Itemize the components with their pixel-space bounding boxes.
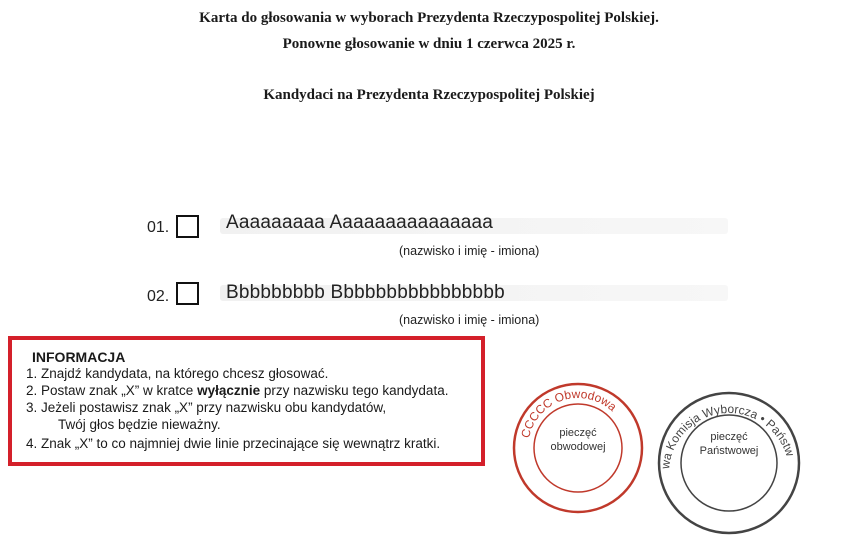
info-item-2-emphasis: wyłącznie xyxy=(197,383,261,398)
info-item-2 xyxy=(26,383,448,398)
vote-checkbox[interactable] xyxy=(176,282,199,305)
info-item-3-continued: Twój głos będzie nieważny. xyxy=(58,417,221,432)
stamp1-ring-text: CCCCC Obwodowa xyxy=(518,386,620,440)
candidate-number: 01. xyxy=(147,219,170,236)
ballot-subtitle: Ponowne głosowanie w dniu 1 czerwca 2025 r. xyxy=(282,36,576,52)
candidate-caption: (nazwisko i imię - imiona) xyxy=(399,313,540,327)
info-title: INFORMACJA xyxy=(32,349,126,365)
info-item-4: 4. Znak „X” to co najmniej dwie linie przecinające się wewnątrz kratki. xyxy=(26,436,441,451)
info-item-2-text: 2. Postaw znak „X” w kratce xyxy=(26,383,198,398)
stamp1-center-line2: obwodowej xyxy=(550,441,606,453)
candidate-caption: (nazwisko i imię - imiona) xyxy=(399,244,540,258)
stamp2-center-line1: pieczęć xyxy=(710,431,748,443)
info-item-2-text-end: przy nazwisku tego kandydata. xyxy=(260,383,449,398)
district-commission-stamp xyxy=(508,378,648,518)
info-item-1: 1. Znajdź kandydata, na którego chcesz głosować. xyxy=(26,366,329,381)
candidate-name: Bbbbbbbbb Bbbbbbbbbbbbbbbb xyxy=(226,282,505,303)
vote-checkbox[interactable] xyxy=(176,215,199,238)
stamp1-center-line1: pieczęć xyxy=(559,427,597,439)
ballot-title: Karta do głosowania w wyborach Prezydenta Rzeczypospolitej Polskiej. xyxy=(199,10,659,26)
information-box xyxy=(8,336,485,466)
section-title: Kandydaci na Prezydenta Rzeczypospolitej Polskiej xyxy=(263,87,595,103)
stamp2-ring-text: wa Komisja Wyborcza • Państw xyxy=(658,401,798,470)
national-commission-stamp xyxy=(654,388,804,538)
info-item-3: 3. Jeżeli postawisz znak „X” przy nazwisku obu kandydatów, xyxy=(26,400,387,415)
stamp2-center-line2: Państwowej xyxy=(699,445,759,457)
candidate-name: Aaaaaaaaa Aaaaaaaaaaaaaaa xyxy=(226,212,494,233)
candidate-number: 02. xyxy=(147,288,170,305)
